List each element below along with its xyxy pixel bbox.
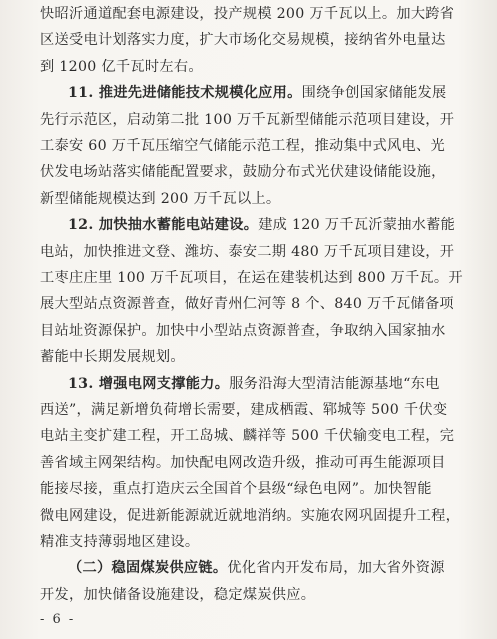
text-line: 工泰安 60 万千瓦压缩空气储能示范工程，推动集中式风电、光 [40, 138, 445, 154]
text-line: 能接尽接，重点打造庆云全国首个县级“绿色电网”。加快智能 [40, 481, 432, 498]
text-span: 围绕争创国家储能发展 [301, 85, 447, 102]
text-line: 蓄能中长期发展规划。 [40, 349, 185, 366]
text-line: 到 1200 亿千瓦时左右。 [40, 58, 203, 75]
text-line: 善省域主网架结构。加快配电网改造升级，推动可再生能源项目 [40, 454, 446, 471]
section-heading: 13. 增强电网支撑能力。 [68, 375, 230, 392]
text-line: 伏发电场站落实储能配置要求，鼓励分布式光伏建设储能设施， [40, 164, 446, 181]
paragraph-first-line [68, 215, 488, 235]
page-number: - 6 - [40, 612, 76, 627]
text-line: 开发，加快储备设施建设，稳定煤炭供应。 [40, 586, 316, 603]
paragraph-first-line [68, 83, 488, 103]
section-heading: 12. 加快抽水蓄能电站建设。 [68, 217, 259, 234]
text-line: 电站，加快推进文登、潍坊、泰安二期 480 万千瓦项目建设，开 [40, 243, 455, 260]
text-line: 新型储能规模达到 200 万千瓦以上。 [40, 190, 281, 207]
text-span: 服务沿海大型清洁能源基地“东电 [229, 375, 440, 392]
text-line: 目站址资源保护。加快中小型站点资源普查，争取纳入国家抽水 [40, 322, 446, 339]
text-line: 电站主变扩建工程，开工岛城、麟祥等 500 千伏输变电工程，完 [40, 428, 455, 445]
text-line: 展大型站点资源普查，做好青州仁河等 8 个、840 万千瓦储备项 [40, 296, 454, 313]
paragraph-first-line [68, 374, 488, 394]
text-span: 建成 120 万千瓦沂蒙抽水蓄能 [258, 217, 456, 234]
text-line: 区送受电计划落实力度，扩大市场化交易规模，接纳省外电量达 [40, 32, 446, 49]
text-span: 优化省内开发布局，加大省外资源 [227, 560, 445, 577]
section-heading: 11. 推进先进储能技术规模化应用。 [68, 85, 302, 102]
paragraph-first-line [68, 558, 488, 578]
text-line: 工枣庄庄里 100 万千瓦项目，在运在建装机达到 800 万千瓦。开 [40, 270, 463, 286]
text-line: 快昭沂通道配套电源建设，投产规模 200 万千瓦以上。加大跨省 [40, 6, 455, 22]
text-line: 精准支持薄弱地区建设。 [40, 534, 200, 550]
text-line: 微电网建设，促进新能源就近就地消纳。实施农网巩固提升工程， [40, 507, 461, 524]
text-line: 先行示范区，启动第二批 100 万千瓦新型储能示范项目建设，开 [40, 111, 455, 128]
text-line: 西送”，满足新增负荷增长需要，建成栖霞、郓城等 500 千伏变 [40, 402, 448, 418]
section-heading: （二）稳固煤炭供应链。 [68, 560, 228, 577]
